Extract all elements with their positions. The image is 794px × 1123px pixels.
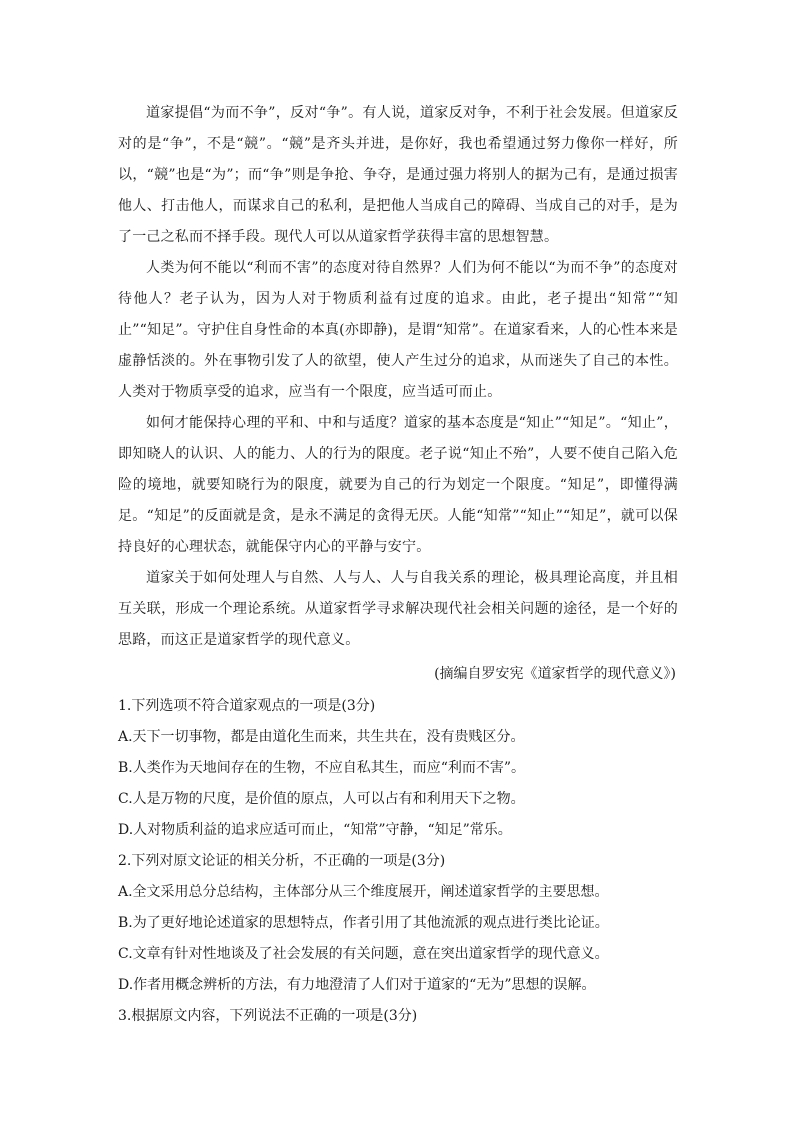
question-2-option-d: D.作者用概念辨析的方法，有力地澄清了人们对于道家的“无为”思想的误解。 bbox=[118, 977, 596, 993]
article-paragraph-1: 道家提倡“为而不争”，反对“争”。有人说，道家反对争，不利于社会发展。但道家反对的是“争”，不是“競”。“競”是齐头并进，是你好，我也希望通过努力像你一样好，所以，“競”也是“为”；而“争”则是争抢、争夺，是通过强力将别人的据为己有，是通过损害他人、打击他人，而谋求自己的私利，是把他人当成自己的障碍、当成自己的对手，是为了一己之私而不择手段。现代人可以从道家哲学获得丰富的思想智慧。 bbox=[118, 105, 678, 245]
question-2-option-a: A.全文采用总分总结构，主体部分从三个维度展开，阐述道家哲学的主要思想。 bbox=[118, 884, 609, 900]
question-1-option-b: B.人类作为天地间存在的生物，不应自私其生，而应“利而不害”。 bbox=[118, 760, 526, 776]
question-2-stem: 2.下列对原文论证的相关分析，不正确的一项是(3分) bbox=[118, 853, 446, 869]
question-2-option-c: C.文章有针对性地谈及了社会发展的有关问题，意在突出道家哲学的现代意义。 bbox=[118, 946, 609, 962]
article-paragraph-3: 如何才能保持心理的平和、中和与适度？道家的基本态度是“知止”“知足”。“知止”，即知晓人的认识、人的能力、人的行为的限度。老子说“知止不殆”，人要不使自己陷入危险的境地，就要知晓行为的限度，就要为自己的行为划定一个限度。“知足”，即懂得满足。“知足”的反面就是贪，是永不满足的贪得无厌。人能“知常”“知止”“知足”，就可以保持良好的心理状态，就能保守内心的平静与安宁。 bbox=[118, 415, 678, 555]
article-paragraph-2: 人类为何不能以“利而不害”的态度对待自然界？人们为何不能以“为而不争”的态度对待他人？老子认为，因为人对于物质利益有过度的追求。由此，老子提出“知常”“知止”“知足”。守护住自身性命的本真(亦即静)，是谓“知常”。在道家看来，人的心性本来是虚静恬淡的。外在事物引发了人的欲望，使人产生过分的追求，从而迷失了自己的本性。人类对于物质享受的追求，应当有一个限度，应当适可而止。 bbox=[118, 260, 678, 400]
question-1-stem: 1.下列选项不符合道家观点的一项是(3分) bbox=[118, 698, 376, 714]
question-1-option-a: A.天下一切事物，都是由道化生而来，共生共在，没有贵贱区分。 bbox=[118, 729, 525, 745]
question-3-stem: 3.根据原文内容，下列说法不正确的一项是(3分) bbox=[118, 1008, 418, 1024]
question-1-option-d: D.人对物质利益的追求应适可而止，“知常”守静，“知足”常乐。 bbox=[118, 822, 512, 838]
article-source: (摘编自罗安宪《道家哲学的现代意义》) bbox=[434, 666, 676, 682]
question-1-option-c: C.人是万物的尺度，是价值的原点，人可以占有和利用天下之物。 bbox=[118, 791, 525, 807]
question-2-option-b: B.为了更好地论述道家的思想特点，作者引用了其他流派的观点进行类比论证。 bbox=[118, 915, 609, 931]
article-paragraph-4: 道家关于如何处理人与自然、人与人、人与自我关系的理论，极具理论高度，并且相互关联，形成一个理论系统。从道家哲学寻求解决现代社会相关问题的途径，是一个好的思路，而这正是道家哲学的现代意义。 bbox=[118, 570, 678, 648]
